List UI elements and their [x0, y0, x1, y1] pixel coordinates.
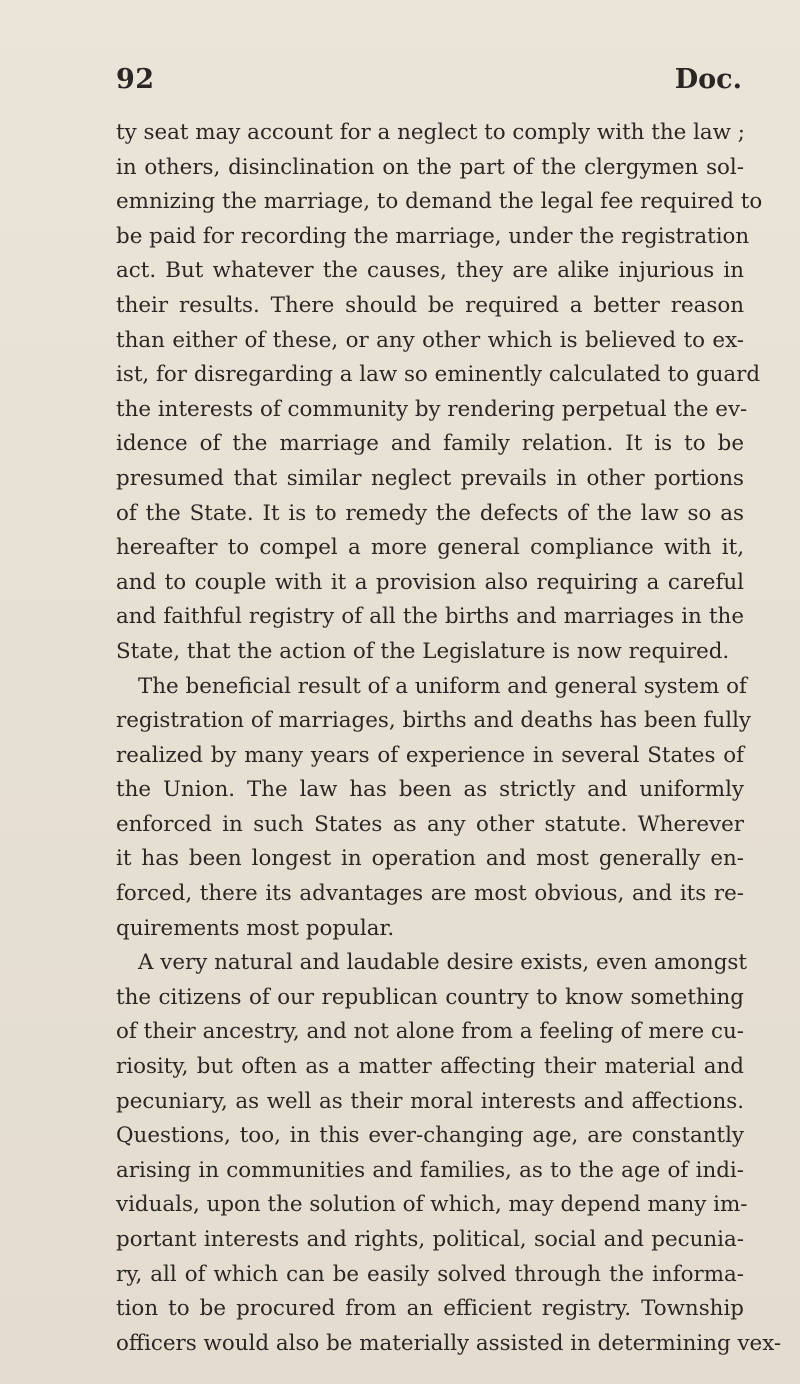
text-line: emnizing the marriage, to demand the legal fee required to — [116, 189, 763, 215]
text-line: tion to be procured from an efficient registry. Township — [116, 1296, 744, 1322]
text-line: realized by many years of experience in several States of — [116, 742, 744, 768]
text-line: than either of these, or any other which is believed to ex- — [116, 327, 744, 353]
text-line: ty seat may account for a neglect to comply with the law ; — [116, 120, 745, 145]
text-line: The beneficial result of a uniform and general system of — [138, 673, 747, 699]
text-line: ry, all of which can be easily solved through the informa- — [116, 1261, 744, 1287]
text-line: in others, disinclination on the part of the clergymen sol- — [116, 154, 744, 180]
text-line: be paid for recording the marriage, under the registration — [116, 223, 750, 249]
text-line: registration of marriages, births and deaths has been fully — [116, 708, 752, 734]
text-line: presumed that similar neglect prevails in other portions — [116, 465, 744, 491]
text-line: and to couple with it a provision also requiring a careful — [116, 569, 744, 595]
text-line: A very natural and laudable desire exists, even amongst — [138, 950, 747, 976]
text-line: pecuniary, as well as their moral interests and affections. — [116, 1088, 744, 1114]
text-line: ist, for disregarding a law so eminently calculated to guard — [116, 362, 761, 388]
text-line: forced, there its advantages are most obvious, and its re- — [116, 881, 744, 907]
text-line: enforced in such States as any other statute. Wherever — [116, 811, 744, 837]
page-number: 92 — [116, 64, 155, 95]
text-line: viduals, upon the solution of which, may depend many im- — [116, 1192, 748, 1218]
text-line: riosity, but often as a matter affecting their material and — [116, 1054, 744, 1080]
text-line: Questions, too, in this ever-changing age, are constantly — [116, 1123, 744, 1149]
text-line: their results. There should be required a better reason — [116, 292, 744, 318]
text-line: and faithful registry of all the births and marriages in the — [116, 604, 744, 630]
text-line: arising in communities and families, as to the age of indi- — [116, 1157, 744, 1183]
doc-label: Doc. — [674, 64, 742, 95]
text-line: of the State. It is to remedy the defects of the law so as — [116, 500, 744, 526]
text-line: State, that the action of the Legislature is now required. — [116, 638, 730, 664]
body-text — [116, 116, 782, 1361]
text-line: the Union. The law has been as strictly and uniformly — [116, 777, 744, 803]
text-line: officers would also be materially assisted in determining vex- — [116, 1330, 782, 1356]
text-line: hereafter to compel a more general compliance with it, — [116, 535, 744, 561]
running-head — [116, 64, 742, 104]
text-line: the citizens of our republican country to know something — [116, 984, 744, 1010]
text-line: of their ancestry, and not alone from a feeling of mere cu- — [116, 1019, 744, 1045]
text-line: portant interests and rights, political, social and pecunia- — [116, 1227, 744, 1252]
text-line: it has been longest in operation and most generally en- — [116, 846, 744, 872]
text-line: act. But whatever the causes, they are alike injurious in — [116, 258, 744, 284]
text-line: the interests of community by rendering perpetual the ev- — [116, 396, 748, 422]
text-line: quirements most popular. — [116, 915, 395, 941]
text-line: idence of the marriage and family relation. It is to be — [116, 431, 744, 457]
